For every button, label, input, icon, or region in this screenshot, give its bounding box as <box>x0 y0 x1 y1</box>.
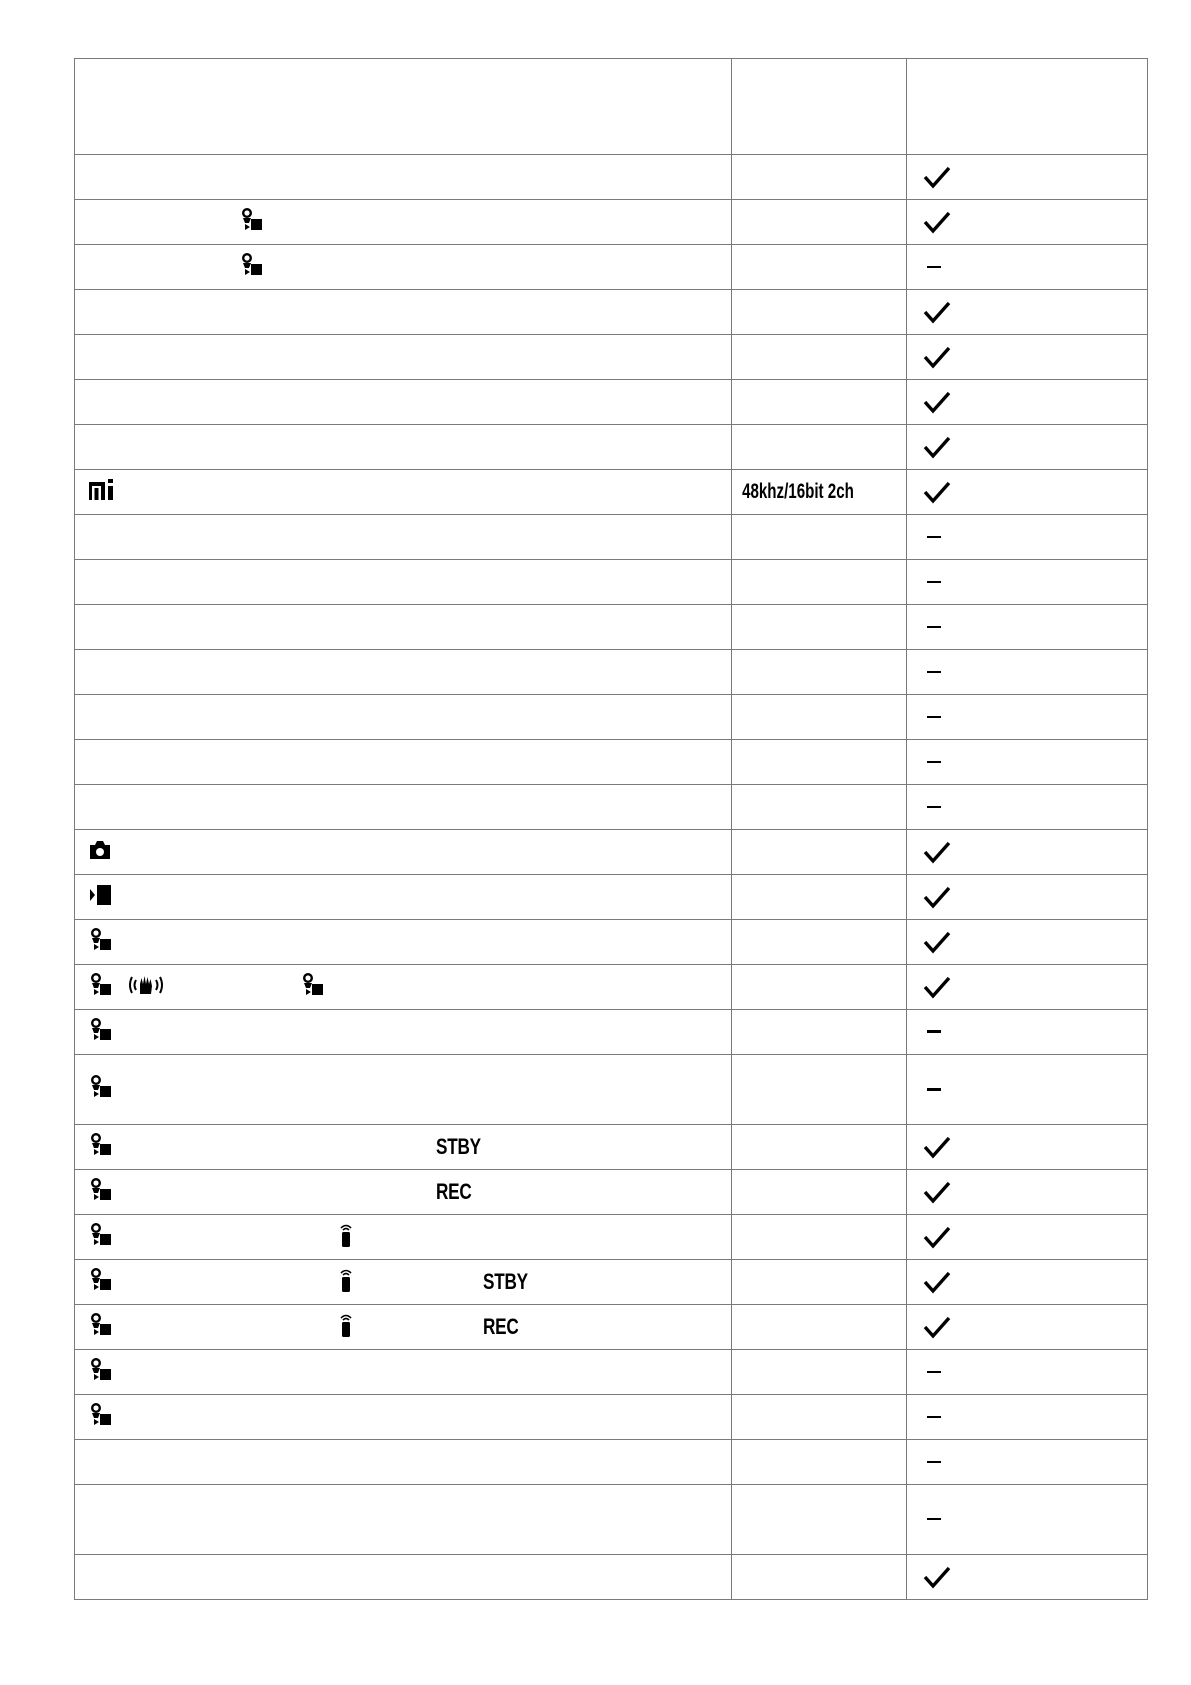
movie-mode-icon <box>89 1313 113 1342</box>
table-row <box>75 1055 1148 1125</box>
movie-mode-icon <box>89 1075 113 1104</box>
steadyshot-icon <box>127 974 165 1001</box>
table-row <box>75 425 1148 470</box>
movie-mode-icon <box>89 1358 113 1387</box>
table-row <box>75 1350 1148 1395</box>
table-row <box>75 155 1148 200</box>
movie-mode-icon <box>240 208 264 237</box>
table-row <box>75 785 1148 830</box>
movie-mode-icon <box>89 1133 113 1162</box>
dash-icon <box>907 1440 1148 1485</box>
remote-icon <box>339 1313 353 1342</box>
dash-icon <box>907 515 1148 560</box>
table-row <box>75 1305 1148 1350</box>
movie-mode-icon <box>89 1018 113 1047</box>
table-row <box>75 335 1148 380</box>
table-row <box>75 1010 1148 1055</box>
checkmark-icon <box>907 875 1148 920</box>
dash-icon <box>907 785 1148 830</box>
table-row <box>75 560 1148 605</box>
table-row <box>75 830 1148 875</box>
movie-mode-icon <box>301 973 325 1002</box>
header-cell-item <box>75 59 732 155</box>
dash-icon <box>907 740 1148 785</box>
checkmark-icon <box>907 470 1148 515</box>
table-row <box>75 650 1148 695</box>
table-row <box>75 605 1148 650</box>
dash-icon <box>907 650 1148 695</box>
checkmark-icon <box>907 290 1148 335</box>
checkmark-icon <box>907 1260 1148 1305</box>
checkmark-icon <box>907 920 1148 965</box>
rec-label: REC <box>436 1179 472 1204</box>
dash-icon <box>907 1350 1148 1395</box>
audio-format-value: 48khz/16bit 2ch <box>742 480 854 503</box>
remote-icon <box>339 1268 353 1297</box>
table-row <box>75 695 1148 740</box>
table-row <box>75 290 1148 335</box>
camera-icon <box>89 840 111 865</box>
table-row <box>75 875 1148 920</box>
checkmark-icon <box>907 1215 1148 1260</box>
movie-mode-icon <box>89 1268 113 1297</box>
dash-icon <box>907 245 1148 290</box>
movie-mode-icon <box>89 928 113 957</box>
dash-icon <box>907 605 1148 650</box>
remote-icon <box>339 1223 353 1252</box>
table-row <box>75 470 1148 515</box>
checkmark-icon <box>907 1305 1148 1350</box>
table-row <box>75 1395 1148 1440</box>
table-row <box>75 1215 1148 1260</box>
rec-label: REC <box>482 1314 519 1339</box>
audio-format-icon <box>89 479 117 506</box>
dash-icon <box>907 1395 1148 1440</box>
checkmark-icon <box>907 965 1148 1010</box>
checkmark-icon <box>907 155 1148 200</box>
dash-icon <box>907 1010 1148 1055</box>
movie-mode-icon <box>240 253 264 282</box>
table-row <box>75 515 1148 560</box>
checkmark-icon <box>907 1125 1148 1170</box>
movie-mode-icon <box>89 1223 113 1252</box>
header-cell-status <box>907 59 1148 155</box>
table-row <box>75 1170 1148 1215</box>
table-row <box>75 1125 1148 1170</box>
stby-label: STBY <box>482 1269 528 1294</box>
dash-icon <box>907 1055 1148 1125</box>
checkmark-icon <box>907 380 1148 425</box>
table-row <box>75 200 1148 245</box>
table-row <box>75 1260 1148 1305</box>
checkmark-icon <box>907 1170 1148 1215</box>
movie-mode-icon <box>89 1403 113 1432</box>
checkmark-icon <box>907 335 1148 380</box>
header-cell-value <box>732 59 907 155</box>
checkmark-icon <box>907 200 1148 245</box>
dash-icon <box>907 695 1148 740</box>
table-row <box>75 965 1148 1010</box>
table-row <box>75 1485 1148 1555</box>
playback-icon <box>89 884 113 911</box>
table-row <box>75 1555 1148 1600</box>
table-header-row <box>75 59 1148 155</box>
settings-table <box>74 58 1148 1600</box>
table-row <box>75 920 1148 965</box>
checkmark-icon <box>907 1555 1148 1600</box>
dash-icon <box>907 1485 1148 1555</box>
table-row <box>75 1440 1148 1485</box>
movie-mode-icon <box>89 1178 113 1207</box>
checkmark-icon <box>907 425 1148 470</box>
movie-mode-icon <box>89 973 113 1002</box>
checkmark-icon <box>907 830 1148 875</box>
table-row <box>75 245 1148 290</box>
dash-icon <box>907 560 1148 605</box>
table-row <box>75 740 1148 785</box>
stby-label: STBY <box>436 1134 482 1159</box>
table-row <box>75 380 1148 425</box>
